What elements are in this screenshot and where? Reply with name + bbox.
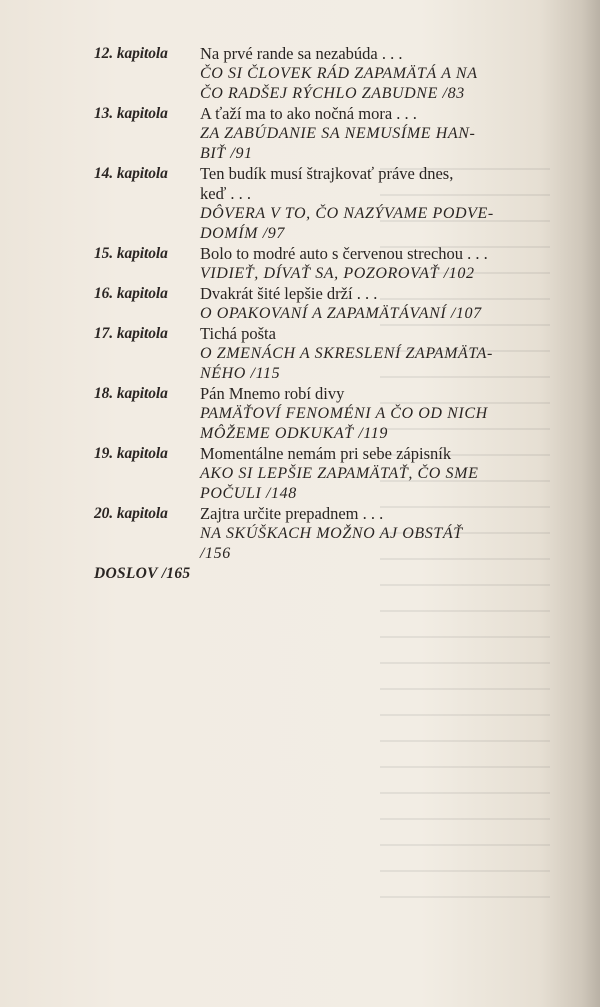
- chapter-label: [94, 44, 200, 64]
- chapter-title: Bolo to modré auto s červenou strechou . . .: [200, 244, 488, 263]
- chapter-number: 15.: [94, 245, 114, 262]
- chapter-word: kapitola: [116, 165, 168, 182]
- chapter-title: Momentálne nemám pri sebe zápisník: [200, 444, 452, 463]
- chapter-number: 17.: [94, 325, 114, 342]
- chapter-number: 20.: [94, 505, 114, 522]
- chapter-title-continued: keď . . .: [200, 184, 251, 203]
- chapter-label: [94, 324, 200, 344]
- chapter-word: kapitola: [116, 325, 168, 342]
- chapter-label: [94, 444, 200, 464]
- toc-entry-15: [94, 244, 544, 284]
- chapter-subtitle-line: ZA ZABÚDANIE SA NEMUSÍME HAN-: [200, 125, 476, 142]
- chapter-subtitle-line: NA SKÚŠKACH MOŽNO AJ OBSTÁŤ: [200, 525, 463, 542]
- chapter-number: 16.: [94, 285, 114, 302]
- doslov-entry: DOSLOV /165: [94, 565, 191, 582]
- chapter-word: kapitola: [116, 385, 168, 402]
- chapter-title: A ťaží ma to ako nočná mora . . .: [200, 104, 417, 123]
- toc-entry-18: [94, 384, 544, 444]
- chapter-word: kapitola: [116, 245, 168, 262]
- chapter-title: Na prvé rande sa nezabúda . . .: [200, 44, 403, 63]
- chapter-subtitle-line: ČO SI ČLOVEK RÁD ZAPAMÄTÁ A NA: [200, 65, 478, 82]
- chapter-number: 19.: [94, 445, 114, 462]
- toc-entry-14: [94, 164, 544, 244]
- chapter-title: Tichá pošta: [200, 324, 276, 343]
- chapter-subtitle-line: O ZMENÁCH A SKRESLENÍ ZAPAMÄTA-: [200, 345, 493, 362]
- chapter-subtitle-line: BIŤ /91: [200, 145, 253, 162]
- chapter-subtitle-line: VIDIEŤ, DÍVAŤ SA, POZOROVAŤ /102: [200, 265, 475, 282]
- chapter-word: kapitola: [116, 445, 168, 462]
- chapter-title: Ten budík musí štrajkovať práve dnes,: [200, 164, 454, 183]
- chapter-subtitle-line: MÔŽEME ODKUKAŤ /119: [200, 425, 388, 442]
- chapter-title: Pán Mnemo robí divy: [200, 384, 345, 403]
- toc-entry-17: [94, 324, 544, 384]
- chapter-label: [94, 384, 200, 404]
- chapter-number: 14.: [94, 165, 114, 182]
- chapter-word: kapitola: [116, 285, 168, 302]
- chapter-subtitle-line: DÔVERA V TO, ČO NAZÝVAME PODVE-: [200, 205, 494, 222]
- chapter-subtitle-line: POČULI /148: [200, 485, 297, 502]
- chapter-subtitle-line: ČO RADŠEJ RÝCHLO ZABUDNE /83: [200, 85, 465, 102]
- chapter-number: 12.: [94, 45, 114, 62]
- chapter-subtitle-line: AKO SI LEPŠIE ZAPAMÄTAŤ, ČO SME: [200, 465, 479, 482]
- chapter-label: [94, 244, 200, 264]
- chapter-word: kapitola: [116, 105, 168, 122]
- chapter-word: kapitola: [116, 505, 168, 522]
- toc-entry-16: [94, 284, 544, 324]
- chapter-number: 18.: [94, 385, 114, 402]
- toc-entry-13: [94, 104, 544, 164]
- chapter-label: [94, 504, 200, 524]
- chapter-subtitle-line: PAMÄŤOVÍ FENOMÉNI A ČO OD NICH: [200, 405, 488, 422]
- table-of-contents: [94, 44, 544, 584]
- chapter-subtitle-line: /156: [200, 545, 231, 562]
- chapter-subtitle-line: NÉHO /115: [200, 365, 281, 382]
- toc-entry-19: [94, 444, 544, 504]
- chapter-number: 13.: [94, 105, 114, 122]
- chapter-subtitle-line: DOMÍM /97: [200, 225, 285, 242]
- toc-entry-12: [94, 44, 544, 104]
- chapter-label: [94, 284, 200, 304]
- chapter-subtitle-line: O OPAKOVANÍ A ZAPAMÄTÁVANÍ /107: [200, 305, 482, 322]
- chapter-word: kapitola: [116, 45, 168, 62]
- chapter-label: [94, 104, 200, 124]
- toc-entry-20: [94, 504, 544, 564]
- chapter-title: Dvakrát šité lepšie drží . . .: [200, 284, 378, 303]
- chapter-title: Zajtra určite prepadnem . . .: [200, 504, 384, 523]
- chapter-label: [94, 164, 200, 184]
